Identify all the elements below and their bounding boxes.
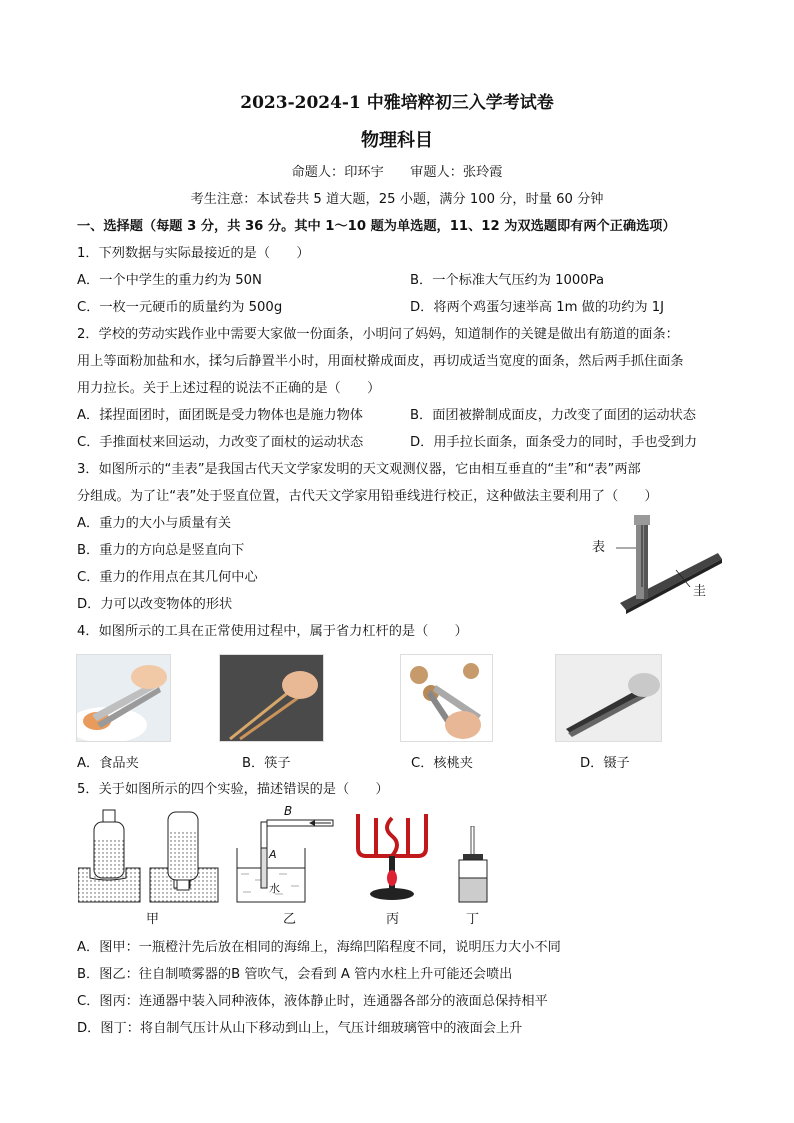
label-water: 水: [269, 882, 280, 895]
q2-stem-line2: 用上等面粉加盐和水，揉匀后静置半小时，用面杖擀成面皮，再切成适当宽度的面条，然后两手抓住面条: [77, 354, 684, 369]
q3-stem-line1: 3．如图所示的“圭表”是我国古代天文学家发明的天文观测仪器，它由相互垂直的“圭”和“表”两部: [77, 462, 641, 477]
tweezers-image: [555, 654, 662, 742]
exam-title: 2023-2024-1 中雅培粹初三入学考试卷: [240, 93, 554, 113]
q4-stem: 4．如图所示的工具在正常使用过程中，属于省力杠杆的是（ ）: [77, 624, 468, 639]
caption-bing: 丙: [386, 912, 400, 927]
q5-option-b: B．图乙：往自制喷雾器的B 管吹气，会看到 A 管内水柱上升可能还会喷出: [77, 967, 513, 982]
exam-notice: 考生注意：本试卷共 5 道大题，25 小题，满分 100 分，时量 60 分钟: [190, 192, 604, 207]
q2-option-a: A．揉捏面团时，面团既是受力物体也是施力物体: [77, 408, 363, 423]
caption-ding: 丁: [466, 912, 480, 927]
q3-stem-line2: 分组成。为了让“表”处于竖直位置，古代天文学家用铅垂线进行校正，这种做法主要利用了（ ）: [77, 489, 658, 504]
q4-option-d: D．镊子: [580, 756, 630, 771]
caption-yi: 乙: [283, 912, 297, 927]
q4-option-c: C．核桃夹: [411, 756, 473, 771]
caption-jia: 甲: [146, 912, 160, 927]
food-tongs-image: [76, 654, 171, 742]
q3-option-b: B．重力的方向总是竖直向下: [77, 543, 245, 558]
figure-jia-bottles-on-sponge: [78, 808, 220, 904]
label-biao: 表: [592, 540, 606, 555]
q2-option-d: D．用手拉长面条，面条受力的同时，手也受到力: [410, 435, 698, 450]
figure-ding-barometer: [455, 826, 491, 904]
authors-line: 命题人：印环宇 审题人：张玲霞: [291, 165, 503, 180]
chopsticks-image: [219, 654, 324, 742]
q4-option-a: A．食品夹: [77, 756, 139, 771]
q2-option-b: B．面团被擀制成面皮，力改变了面团的运动状态: [410, 408, 696, 423]
q4-option-b: B．筷子: [242, 756, 291, 771]
subject-title: 物理科目: [361, 130, 433, 151]
q1-option-c: C．一枚一元硬币的质量约为 500g: [77, 300, 283, 315]
nutcracker-image: [400, 654, 493, 742]
q3-option-d: D．力可以改变物体的形状: [77, 597, 233, 612]
q5-option-c: C．图丙：连通器中装入同种液体，液体静止时，连通器各部分的液面总保持相平: [77, 994, 548, 1009]
section-heading: 一、选择题（每题 3 分，共 36 分。其中 1～10 题为单选题，11、12 为双选题即有两个正确选项）: [77, 219, 676, 234]
q5-option-d: D．图丁：将自制气压计从山下移动到山上，气压计细玻璃管中的液面会上升: [77, 1021, 523, 1036]
q2-option-c: C．手推面杖来回运动，力改变了面杖的运动状态: [77, 435, 364, 450]
figure-bing-communicating-vessels: [352, 808, 432, 904]
label-gui: 圭: [693, 584, 707, 599]
q1-option-a: A．一个中学生的重力约为 50N: [77, 273, 262, 288]
figure-yi-atomizer: [235, 804, 335, 904]
gnomon-figure: [590, 515, 730, 615]
q1-option-b: B．一个标准大气压约为 1000Pa: [410, 273, 605, 288]
q5-option-a: A．图甲：一瓶橙汁先后放在相同的海绵上，海绵凹陷程度不同，说明压力大小不同: [77, 940, 561, 955]
q2-stem-line3: 用力拉长。关于上述过程的说法不正确的是（ ）: [77, 381, 381, 396]
q1-stem: 1．下列数据与实际最接近的是（ ）: [77, 246, 310, 261]
label-a: A: [269, 848, 277, 861]
q3-option-c: C．重力的作用点在其几何中心: [77, 570, 258, 585]
q5-stem: 5．关于如图所示的四个实验，描述错误的是（ ）: [77, 782, 389, 797]
q3-option-a: A．重力的大小与质量有关: [77, 516, 232, 531]
q1-option-d: D．将两个鸡蛋匀速举高 1m 做的功约为 1J: [410, 300, 665, 315]
label-b: B: [284, 804, 293, 818]
q2-stem-line1: 2．学校的劳动实践作业中需要大家做一份面条，小明问了妈妈，知道制作的关键是做出有筋道的面条：: [77, 327, 679, 342]
